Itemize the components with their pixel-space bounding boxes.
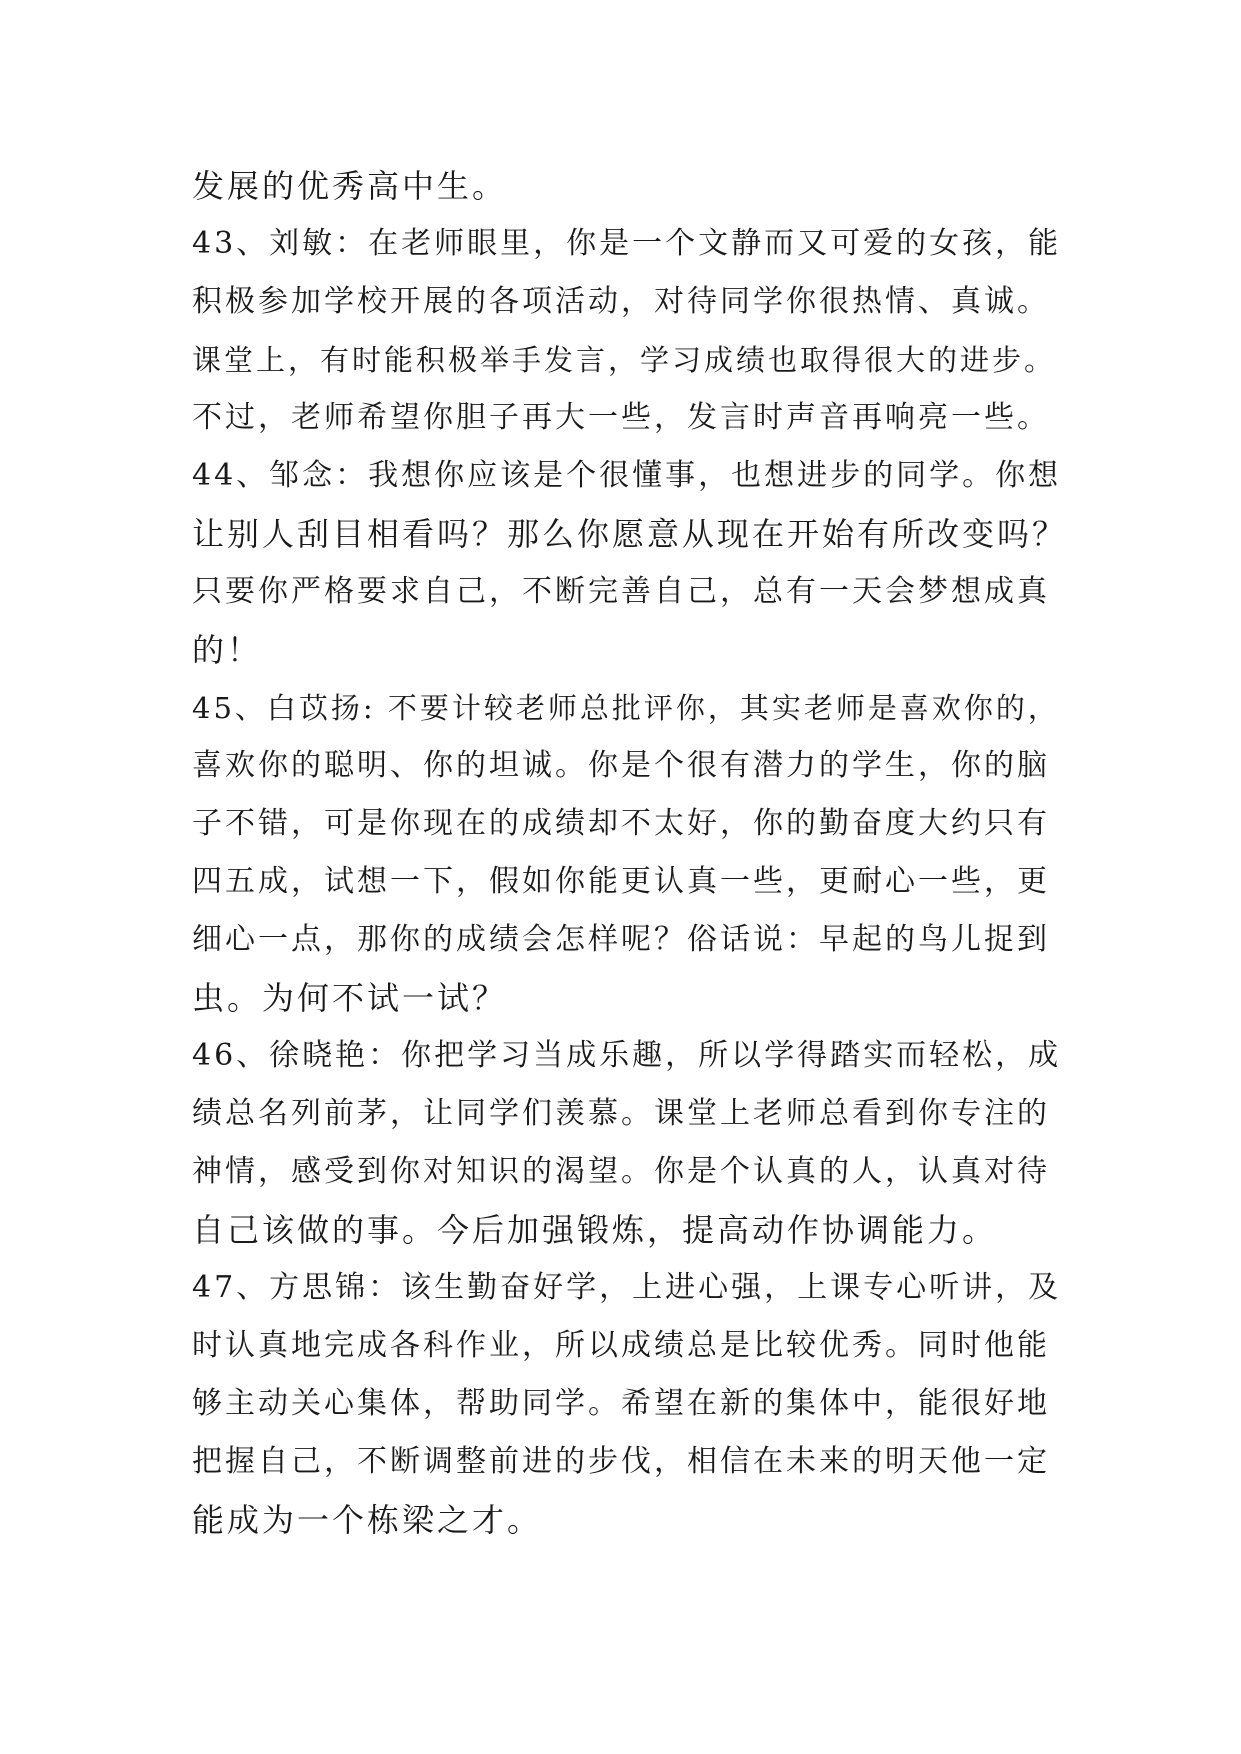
text-line: 让别人刮目相看吗？那么你愿意从现在开始有所改变吗？	[192, 515, 1068, 553]
text-line: 积极参加学校开展的各项活动，对待同学你很热情、真诚。	[192, 284, 1050, 319]
text-line: 自己该做的事。今后加强锻炼，提高动作协调能力。	[192, 1211, 998, 1249]
text-line: 子不错，可是你现在的成绩却不太好，你的勤奋度大约只有	[192, 806, 1050, 841]
text-line: 神情，感受到你对知识的渴望。你是个认真的人，认真对待	[192, 1154, 1050, 1189]
text-line: 的！	[192, 631, 263, 669]
text-line: 绩总名列前茅，让同学们羡慕。课堂上老师总看到你专注的	[192, 1096, 1050, 1131]
text-line: 发展的优秀高中生。	[192, 167, 508, 205]
text-line: 四五成，试想一下，假如你能更认真一些，更耐心一些，更	[192, 864, 1050, 899]
text-line: 喜欢你的聪明、你的坦诚。你是个很有潜力的学生，你的脑	[192, 748, 1050, 783]
text-line: 47、方思锦：该生勤奋好学，上进心强，上课专心听讲，及	[192, 1270, 1062, 1305]
text-line: 只要你严格要求自己，不断完善自己，总有一天会梦想成真	[192, 574, 1050, 609]
text-line: 时认真地完成各科作业，所以成绩总是比较优秀。同时他能	[192, 1328, 1050, 1363]
text-line: 46、徐晓艳：你把学习当成乐趣，所以学得踏实而轻松，成	[192, 1038, 1062, 1073]
text-line: 把握自己，不断调整前进的步伐，相信在未来的明天他一定	[192, 1444, 1050, 1479]
text-line: 虫。为何不试一试？	[192, 979, 508, 1017]
text-line: 43、刘敏：在老师眼里，你是一个文静而又可爱的女孩，能	[192, 226, 1062, 261]
text-line: 够主动关心集体，帮助同学。希望在新的集体中，能很好地	[192, 1386, 1050, 1421]
text-line: 44、邹念：我想你应该是个很懂事，也想进步的同学。你想	[192, 458, 1062, 493]
text-line: 课堂上，有时能积极举手发言，学习成绩也取得很大的进步。	[192, 343, 1057, 377]
text-line: 能成为一个栋梁之才。	[192, 1501, 543, 1539]
text-line: 不过，老师希望你胆子再大一些，发言时声音再响亮一些。	[192, 400, 1050, 435]
text-line: 45、白苡扬: 不要计较老师总批评你，其实老师是喜欢你的，	[192, 691, 1060, 725]
text-line: 细心一点，那你的成绩会怎样呢？俗话说：早起的鸟儿捉到	[192, 922, 1050, 957]
